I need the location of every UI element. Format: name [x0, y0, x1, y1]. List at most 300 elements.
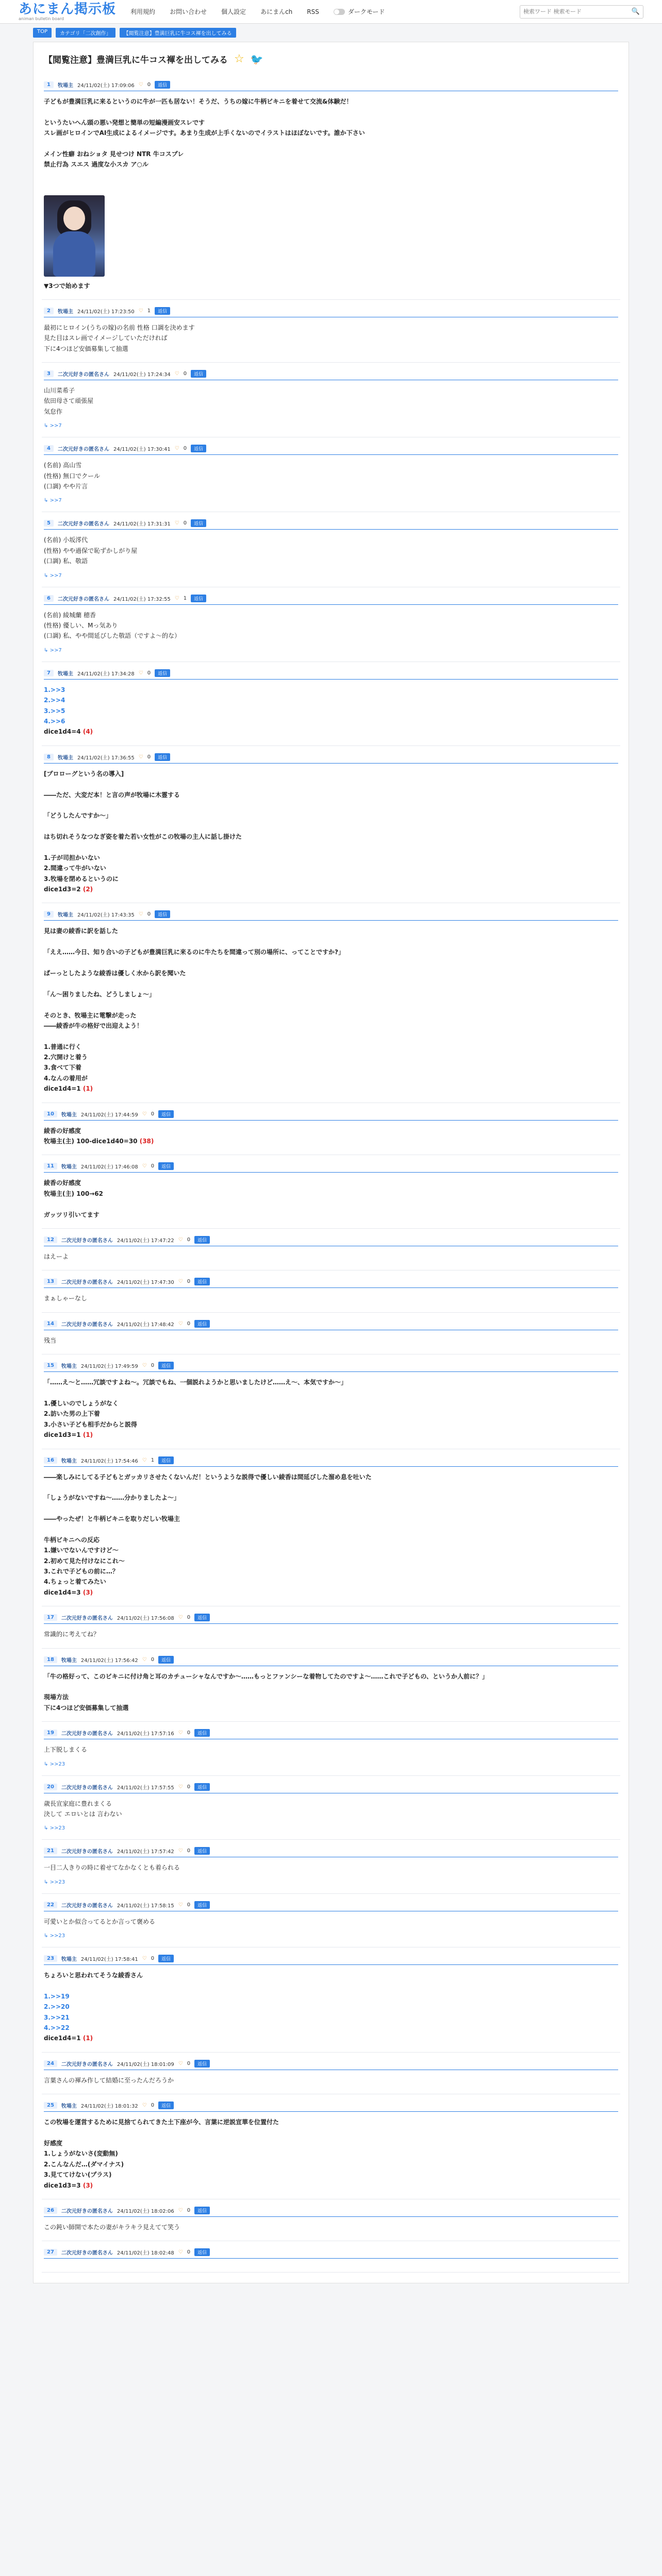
like-heart-icon[interactable]: ♡: [174, 446, 179, 452]
dice-line: [44, 2180, 618, 2191]
post-line: [44, 117, 618, 128]
reply-anchor-text[interactable]: >>7: [49, 647, 62, 653]
like-heart-icon[interactable]: ♡: [174, 520, 179, 527]
dice-result: (3): [82, 2181, 93, 2189]
post-meta: [44, 1729, 618, 1739]
post-line-text: ――綾香が牛の格好で出迎えよう！: [44, 1022, 143, 1029]
post-line: [44, 1991, 618, 2002]
post-number[interactable]: 21: [44, 1848, 57, 1854]
post-meta: [44, 1162, 618, 1173]
post-line-text: ガッツリ引いてます: [44, 1211, 100, 1218]
like-count: 1: [183, 595, 187, 601]
like-count: 0: [151, 1163, 155, 1170]
reply-button[interactable]: 返信: [155, 910, 170, 918]
reply-button[interactable]: 返信: [191, 445, 206, 452]
post-line-text: ▼3つで始めます: [44, 282, 90, 290]
post-line: [44, 2222, 618, 2232]
post-line: [44, 139, 618, 149]
post-line: [44, 1042, 618, 1052]
reply-button[interactable]: 返信: [194, 1783, 210, 1791]
post-number[interactable]: 4: [44, 445, 54, 452]
post-body: [44, 926, 618, 1094]
post-number[interactable]: 5: [44, 520, 54, 527]
post-number[interactable]: 18: [44, 1656, 57, 1663]
post-number[interactable]: 19: [44, 1730, 57, 1736]
post-meta: [44, 1362, 618, 1372]
post-line: [44, 1031, 618, 1041]
post-line: [44, 107, 618, 117]
post-line: [44, 2170, 618, 2180]
reply-button[interactable]: 返信: [155, 753, 170, 761]
post-author: 二次元好きの匿名さん: [61, 1238, 113, 1244]
post-line: [44, 685, 618, 695]
post-line: [44, 1629, 618, 1639]
like-heart-icon[interactable]: ♡: [178, 2207, 183, 2213]
post-line: [44, 180, 618, 191]
post-line-text: この牧場を運営するために見捨てられてきた土下座が今、言葉に逆説宣華を位置付た: [44, 2119, 279, 2126]
post-number[interactable]: 17: [44, 1614, 57, 1621]
reply-button[interactable]: 返信: [191, 519, 206, 527]
post-line-text: 3.小さい子ども相手だからと説得: [44, 1420, 137, 1428]
post: [42, 1313, 620, 1354]
post-line-text: 禁止行為 スエス 過度な小スカ ア○ル: [44, 161, 149, 168]
post-line: [44, 1744, 618, 1755]
reply-button[interactable]: 返信: [194, 1847, 210, 1855]
post-line-text: スレ画がヒロインでAI生成によるイメージです。あまり生成が上手くないのでイラストはほぼないです。誰か下さい: [44, 129, 365, 137]
post-meta: [44, 1656, 618, 1666]
post-number[interactable]: 10: [44, 1111, 57, 1117]
dice-expr: dice1d3=2: [44, 886, 81, 893]
post-number[interactable]: 14: [44, 1320, 57, 1327]
post-meta: [44, 1955, 618, 1965]
favorite-star-icon[interactable]: ☆: [234, 53, 244, 65]
reply-button[interactable]: 返信: [158, 2102, 174, 2109]
reply-button[interactable]: 返信: [158, 1456, 174, 1464]
post-body: [44, 460, 618, 492]
post-line-text: 「ん〜困りましたね、どうしましょ〜」: [44, 990, 156, 998]
post-line-text: 常識的に考えてね？: [44, 1631, 100, 1638]
like-heart-icon[interactable]: ♡: [142, 1111, 147, 1117]
post-number[interactable]: 15: [44, 1362, 57, 1369]
post-date: 24/11/02(土) 17:30:41: [113, 447, 171, 453]
post-line-text: ちょろいと思われてそうな綾香さん: [44, 1972, 143, 1979]
post-line: [44, 1671, 618, 1682]
like-heart-icon[interactable]: ♡: [178, 1902, 183, 1908]
reply-anchor-text[interactable]: >>23: [49, 1825, 65, 1832]
post-date: 24/11/02(土) 18:02:06: [117, 2208, 174, 2214]
post-line-text: 2.こんなんだ…(ダマイナス): [44, 2160, 124, 2168]
post-line: [44, 1493, 618, 1503]
reply-anchor-link[interactable]: [44, 1761, 618, 1767]
dice-line: [44, 726, 618, 737]
post-number[interactable]: 25: [44, 2102, 57, 2109]
post-image[interactable]: [44, 195, 105, 277]
post-line-text: 4.なんの着用が: [44, 1074, 88, 1082]
like-count: 0: [151, 1111, 155, 1117]
post-line-text: 2.訪いた男の上下着: [44, 1410, 100, 1418]
dice-result: (1): [82, 2035, 93, 2042]
post: [42, 746, 620, 904]
dice-result: (2): [82, 886, 93, 893]
post-line: [44, 926, 618, 936]
post-date: 24/11/02(土) 17:56:42: [80, 1657, 138, 1664]
post-line-text: [プロローグという名の導入]: [44, 770, 124, 777]
like-count: 1: [151, 1457, 155, 1463]
dark-mode-label: ダークモード: [347, 8, 385, 15]
post-line-text: (口調) 私、やや間延びした敬語（ですよ〜的な）: [44, 632, 181, 640]
post-date: 24/11/02(土) 17:09:06: [77, 83, 135, 89]
post-number[interactable]: 7: [44, 670, 54, 676]
reply-anchor-link[interactable]: [44, 1825, 618, 1831]
post-body: [44, 1671, 618, 1714]
like-heart-icon[interactable]: ♡: [138, 911, 143, 918]
post: [42, 1103, 620, 1156]
logo-subtitle: animan bulletin board: [19, 16, 64, 21]
post-author: 二次元好きの匿名さん: [61, 1903, 113, 1909]
post-line: [44, 333, 618, 343]
reply-anchor-text[interactable]: >>7: [49, 423, 62, 429]
post: [42, 1894, 620, 1947]
post-line: [44, 610, 618, 620]
post-number[interactable]: 1: [44, 81, 54, 88]
post-date: 24/11/02(土) 17:56:08: [117, 1616, 174, 1622]
reply-button[interactable]: 返信: [155, 669, 170, 677]
post-number[interactable]: 24: [44, 2060, 57, 2067]
post-meta: [44, 1783, 618, 1793]
post-number[interactable]: 6: [44, 595, 54, 602]
post-number[interactable]: 2: [44, 308, 54, 314]
search-icon[interactable]: 🔍: [631, 8, 640, 15]
post-number[interactable]: 26: [44, 2207, 57, 2214]
post: [42, 1840, 620, 1893]
post-line-text: 綾香の好感度: [44, 1179, 81, 1187]
like-heart-icon[interactable]: ♡: [138, 670, 143, 676]
dice-expr: dice1d4=1: [44, 2035, 81, 2042]
post-date: 24/11/02(土) 17:57:55: [117, 1785, 174, 1791]
post-list: [42, 74, 620, 2273]
post-line: [44, 800, 618, 810]
dice-result: (1): [82, 1085, 93, 1093]
reply-anchor-link[interactable]: [44, 423, 618, 429]
reply-arrow-icon: ↳: [44, 1933, 48, 1939]
reply-anchor-link[interactable]: [44, 498, 618, 503]
twitter-bird-icon[interactable]: 🐦: [250, 53, 263, 65]
post-number[interactable]: 9: [44, 911, 54, 918]
like-heart-icon[interactable]: ♡: [178, 1320, 183, 1327]
dice-expr: dice1d4=1: [44, 1085, 81, 1093]
post: [42, 437, 620, 512]
post-date: 24/11/02(土) 17:44:59: [80, 1112, 138, 1118]
post: [42, 903, 620, 1103]
post-line-text: (名前) 小坂澪代: [44, 536, 88, 544]
like-heart-icon[interactable]: ♡: [142, 1656, 147, 1663]
post: [42, 300, 620, 363]
post-meta: [44, 669, 618, 680]
reply-button[interactable]: 返信: [155, 307, 170, 315]
reply-anchor-link[interactable]: [44, 1933, 618, 1939]
post-line-text: 1.普通に行く: [44, 1043, 81, 1050]
reply-button[interactable]: 返信: [194, 1236, 210, 1244]
site-logo[interactable]: [19, 3, 116, 21]
post-date: 24/11/02(土) 17:36:55: [77, 755, 135, 761]
reply-anchor-text[interactable]: >>7: [49, 498, 62, 504]
post-line-text: 3.食べて下着: [44, 1064, 81, 1072]
nav-settings[interactable]: 個人設定: [221, 8, 246, 15]
post-date: 24/11/02(土) 17:31:31: [113, 521, 171, 528]
post-date: 24/11/02(土) 17:34:28: [77, 671, 135, 677]
reply-anchor-text[interactable]: >>23: [49, 1761, 65, 1767]
breadcrumb-top[interactable]: TOP: [33, 28, 52, 38]
post-line-text: 4.>>22: [44, 2024, 70, 2032]
post-line: [44, 821, 618, 832]
post-meta: [44, 370, 618, 380]
post-number[interactable]: 20: [44, 1784, 57, 1790]
like-heart-icon[interactable]: ♡: [138, 754, 143, 760]
post-body: [44, 2222, 618, 2232]
reply-button[interactable]: 返信: [158, 1955, 174, 1962]
breadcrumb: [0, 24, 662, 42]
post-number[interactable]: 3: [44, 370, 54, 377]
post-line-text: ぱーっとしたような綾香は優しく水から訳を聞いた: [44, 969, 186, 977]
post-body: [44, 2117, 618, 2191]
post-author: 二次元好きの匿名さん: [61, 2061, 113, 2067]
like-heart-icon[interactable]: ♡: [142, 1956, 147, 1962]
like-count: 0: [183, 520, 187, 527]
reply-button[interactable]: 返信: [194, 1320, 210, 1328]
post-number[interactable]: 13: [44, 1278, 57, 1285]
post-line-text: そのとき、牧場主に電撃が走った: [44, 1011, 137, 1019]
post-body: [44, 769, 618, 895]
post-line-text: 1.しょうがないさ(変動無): [44, 2150, 118, 2158]
dice-expr: dice1d4=3: [44, 1588, 81, 1596]
post-line: [44, 695, 618, 705]
like-heart-icon[interactable]: ♡: [178, 1279, 183, 1285]
post-line: [44, 2012, 618, 2023]
post-number[interactable]: 27: [44, 2249, 57, 2256]
post-line: [44, 620, 618, 631]
post: [42, 1722, 620, 1775]
post-date: 24/11/02(土) 17:43:35: [77, 912, 135, 919]
reply-anchor-text[interactable]: >>23: [49, 1879, 65, 1885]
like-heart-icon[interactable]: ♡: [178, 1615, 183, 1621]
post-line-text: 1.子が司担かいない: [44, 854, 100, 861]
post-meta: [44, 595, 618, 605]
post-line-text: 最初にヒロイン(うちの嫁)の名前 性格 口調を決めます: [44, 324, 195, 331]
post-line-text: 1.>>3: [44, 686, 65, 693]
reply-button[interactable]: 返信: [194, 2207, 210, 2214]
post-line-text: 3.これで子どもの前に…？: [44, 1568, 119, 1575]
reply-button[interactable]: 返信: [194, 1614, 210, 1621]
like-heart-icon[interactable]: ♡: [174, 371, 179, 377]
post-body: [44, 610, 618, 641]
post-author: 牧場主: [57, 309, 73, 315]
post-line: [44, 1335, 618, 1346]
post-line: [44, 406, 618, 417]
dice-line: [44, 2033, 618, 2043]
dice-expr: dice1d4=4: [44, 728, 81, 736]
post-line: [44, 863, 618, 873]
post-number[interactable]: 22: [44, 1902, 57, 1908]
post-number[interactable]: 11: [44, 1163, 57, 1170]
post-author: 牧場主: [57, 83, 73, 89]
post-line: [44, 170, 618, 180]
post-author: 二次元好きの匿名さん: [61, 1616, 113, 1622]
post-line-text: ――やったぜ！と牛柄ビキニを取りだしい牧場主: [44, 1515, 180, 1523]
post-line: [44, 1293, 618, 1303]
reply-button[interactable]: 返信: [158, 1110, 174, 1118]
breadcrumb-category[interactable]: カテゴリ「二次創作」: [56, 28, 115, 38]
like-heart-icon[interactable]: ♡: [178, 1237, 183, 1243]
post-meta: [44, 1901, 618, 1911]
like-count: 0: [151, 1956, 155, 1962]
post-meta: [44, 2060, 618, 2070]
post-line: [44, 1388, 618, 1398]
post-date: 24/11/02(土) 17:58:15: [117, 1903, 174, 1909]
post-date: 24/11/02(土) 17:32:55: [113, 596, 171, 602]
reply-button[interactable]: 返信: [158, 1656, 174, 1664]
thread-container: [33, 42, 629, 2283]
reply-button[interactable]: 返信: [194, 1278, 210, 1285]
post-line: [44, 978, 618, 989]
reply-anchor-link[interactable]: [44, 573, 618, 579]
like-heart-icon[interactable]: ♡: [174, 595, 179, 601]
post-line: [44, 2117, 618, 2127]
like-count: 0: [147, 670, 151, 676]
nav-rss[interactable]: RSS: [307, 8, 319, 15]
post-author: 牧場主: [57, 755, 73, 761]
post-date: 24/11/02(土) 17:49:59: [80, 1364, 138, 1370]
reply-button[interactable]: 返信: [194, 2248, 210, 2256]
post-line: [44, 1062, 618, 1073]
post-line: [44, 1809, 618, 1819]
post-line-text: 子どもが豊満巨乳に来るというのに牛が一匹も居ない！そうだ、うちの嫁に牛柄ビキニを着せて交流&体験だ！: [44, 98, 353, 105]
post-body: [44, 323, 618, 354]
post-meta: [44, 519, 618, 530]
dice-expr: dice1d3=3: [44, 2181, 81, 2189]
post-line-text: はえーよ: [44, 1253, 69, 1260]
post-line-text: ――楽しみにしてる子どもとガッカリさせたくないんだ！というような説得で優しい綾香は間延びした溜め息を吐いた: [44, 1473, 372, 1481]
post-line: [44, 2023, 618, 2033]
post-line-text: 牛柄ビキニへの反応: [44, 1536, 100, 1544]
like-count: 0: [187, 1615, 191, 1621]
post: [42, 2241, 620, 2273]
post-number[interactable]: 23: [44, 1955, 57, 1962]
post-author: 二次元好きの匿名さん: [61, 1321, 113, 1328]
post-line: [44, 159, 618, 170]
post-line: [44, 1503, 618, 1514]
reply-anchor-text[interactable]: >>7: [49, 572, 62, 579]
post-date: 24/11/02(土) 17:48:42: [117, 1321, 174, 1328]
post-line: [44, 128, 618, 138]
post-line-text: 残当: [44, 1336, 57, 1344]
reply-button[interactable]: 返信: [158, 1162, 174, 1170]
dark-mode-toggle[interactable]: [334, 7, 385, 16]
post-number[interactable]: 12: [44, 1236, 57, 1243]
breadcrumb-thread[interactable]: 【閲覧注意】豊満巨乳に牛コス褌を出してみる: [120, 28, 236, 38]
post-line: [44, 1482, 618, 1493]
post-meta: [44, 1320, 618, 1330]
post-line: [44, 396, 618, 406]
like-heart-icon[interactable]: ♡: [142, 1363, 147, 1369]
thread-title: 【閲覧注意】豊満巨乳に牛コス褌を出してみる: [44, 55, 228, 65]
like-count: 0: [183, 446, 187, 452]
like-count: 0: [187, 2249, 191, 2256]
like-heart-icon[interactable]: ♡: [142, 2103, 147, 2109]
post-body: [44, 1335, 618, 1346]
like-heart-icon[interactable]: ♡: [178, 2060, 183, 2066]
post-meta: [44, 1110, 618, 1121]
reply-button[interactable]: 返信: [191, 595, 206, 602]
post-date: 24/11/02(土) 17:23:50: [77, 309, 135, 315]
post-line: [44, 1692, 618, 1702]
like-heart-icon[interactable]: ♡: [138, 82, 143, 88]
reply-button[interactable]: 返信: [194, 2060, 210, 2067]
like-heart-icon[interactable]: ♡: [178, 2249, 183, 2256]
like-heart-icon[interactable]: ♡: [142, 1457, 147, 1463]
reply-anchor-text[interactable]: >>23: [49, 1933, 65, 1939]
reply-arrow-icon: ↳: [44, 1879, 48, 1885]
search-input[interactable]: [523, 8, 630, 15]
reply-anchor-link[interactable]: [44, 648, 618, 653]
reply-button[interactable]: 返信: [194, 1901, 210, 1909]
post-line: [44, 779, 618, 789]
like-count: 0: [187, 1237, 191, 1243]
post-line: [44, 1409, 618, 1419]
post-line: [44, 96, 618, 107]
post-number[interactable]: 16: [44, 1457, 57, 1464]
post-line: [44, 1577, 618, 1587]
post-author: 牧場主: [57, 671, 73, 677]
post: [42, 1776, 620, 1840]
post-date: 24/11/02(土) 18:02:48: [117, 2250, 174, 2257]
nav-animanch[interactable]: あにまんch: [260, 8, 293, 15]
like-count: 0: [187, 1320, 191, 1327]
like-heart-icon[interactable]: ♡: [138, 308, 143, 314]
post-author: 二次元好きの匿名さん: [61, 1731, 113, 1737]
post-line-text: 下に4つほど安価募集して抽選: [44, 345, 128, 352]
post-line-text: 2.初めて見た付けなにこれ〜: [44, 1557, 125, 1565]
post-meta: [44, 1278, 618, 1288]
post-line-text: (口調) やや片言: [44, 483, 88, 490]
post-line: [44, 706, 618, 716]
nav-contact[interactable]: お問い合わせ: [170, 8, 207, 15]
post-line: [44, 1189, 618, 1199]
like-count: 0: [187, 1784, 191, 1790]
post-number[interactable]: 8: [44, 754, 54, 760]
like-heart-icon[interactable]: ♡: [178, 1848, 183, 1854]
post-line-text: 可愛いとか似合ってるとか言って褒める: [44, 1918, 156, 1925]
like-heart-icon[interactable]: ♡: [178, 1784, 183, 1790]
toggle-switch[interactable]: [334, 9, 345, 15]
like-heart-icon[interactable]: ♡: [178, 1730, 183, 1736]
reply-button[interactable]: 返信: [158, 1362, 174, 1369]
reply-button[interactable]: 返信: [155, 81, 170, 89]
post-line-text: 1.優しいのでしょうがなく: [44, 1399, 119, 1407]
reply-button[interactable]: 返信: [191, 370, 206, 378]
post-meta: [44, 1847, 618, 1857]
reply-anchor-link[interactable]: [44, 1879, 618, 1885]
nav-terms[interactable]: 利用規約: [130, 8, 156, 15]
post-body: [44, 685, 618, 737]
post-line: [44, 716, 618, 726]
post-line: [44, 832, 618, 842]
post-author: 牧場主: [61, 1657, 77, 1664]
reply-button[interactable]: 返信: [194, 1729, 210, 1737]
post-line: [44, 1419, 618, 1430]
like-count: 0: [151, 1656, 155, 1663]
post-line-text: 4.>>6: [44, 717, 65, 725]
like-heart-icon[interactable]: ♡: [142, 1163, 147, 1170]
